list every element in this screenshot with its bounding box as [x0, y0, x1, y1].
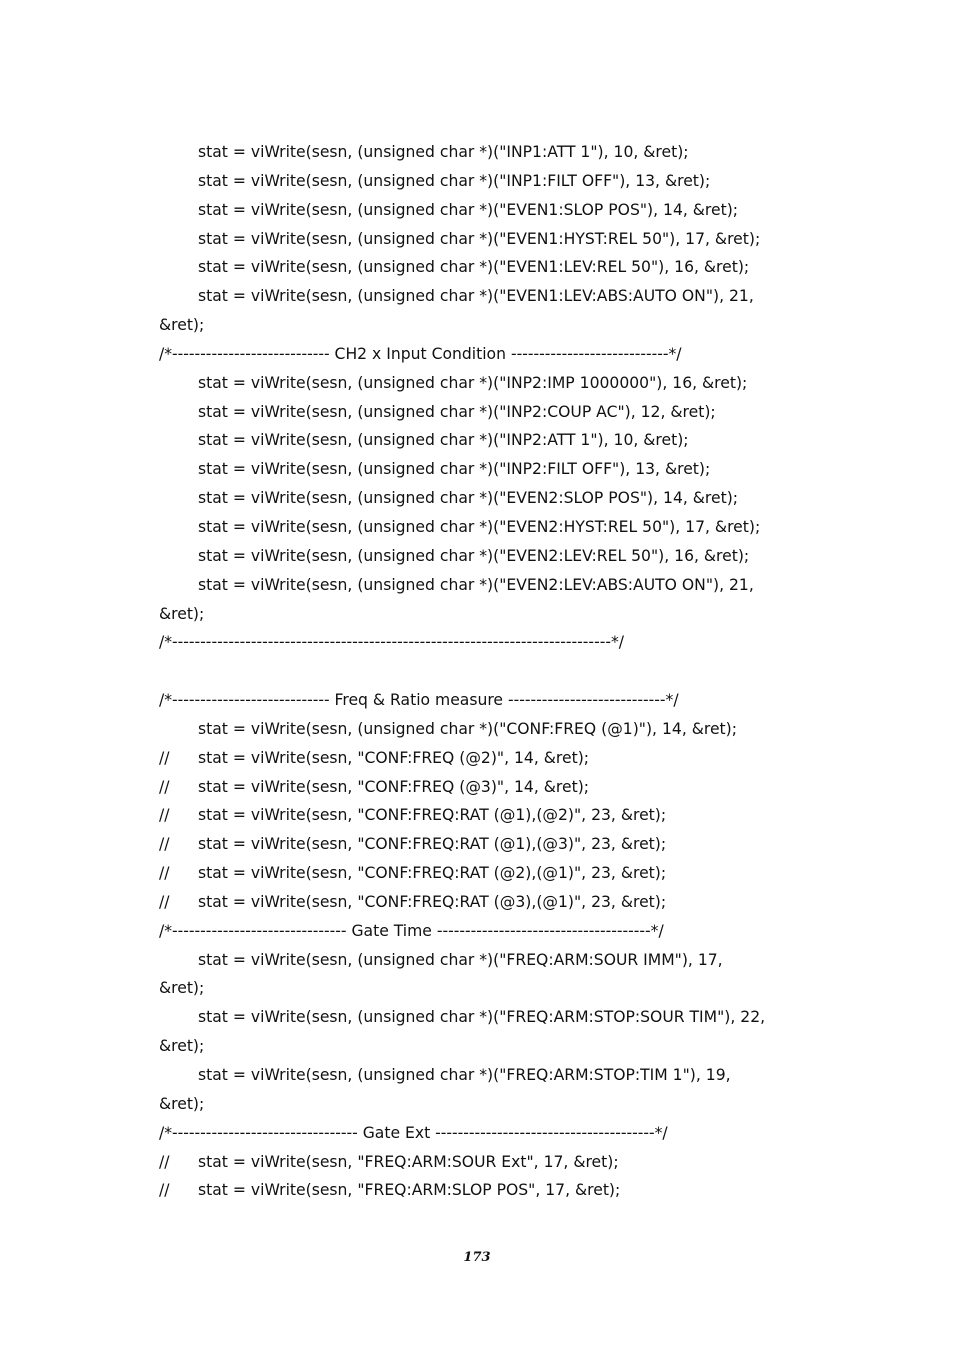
code-text: stat = viWrite(sesn, "CONF:FREQ:RAT (@1),(@3)", 23, &ret); — [198, 835, 667, 854]
code-line: stat = viWrite(sesn, (unsigned char *)("EVEN1:SLOP POS"), 14, &ret); — [198, 200, 739, 219]
code-line: &ret); — [159, 1094, 205, 1113]
code-line: stat = viWrite(sesn, (unsigned char *)("INP2:FILT OFF"), 13, &ret); — [198, 460, 711, 479]
comment-marker: // — [159, 892, 170, 911]
code-line: stat = viWrite(sesn, (unsigned char *)("EVEN2:LEV:ABS:AUTO ON"), 21, — [198, 575, 754, 594]
blank-line — [159, 657, 819, 686]
commented-code-line — [159, 888, 819, 917]
code-line: stat = viWrite(sesn, (unsigned char *)("CONF:FREQ (@1)"), 14, &ret); — [198, 719, 738, 738]
code-line: /*--------------------------------- Gate Ext ---------------------------------------*/ — [159, 1123, 668, 1142]
code-line: stat = viWrite(sesn, (unsigned char *)("EVEN1:LEV:REL 50"), 16, &ret); — [198, 258, 750, 277]
code-line: stat = viWrite(sesn, (unsigned char *)("EVEN2:HYST:REL 50"), 17, &ret); — [198, 517, 761, 536]
code-line: /*---------------------------- Freq & Ratio measure ----------------------------*/ — [159, 691, 679, 710]
code-line: stat = viWrite(sesn, (unsigned char *)("FREQ:ARM:STOP:SOUR TIM"), 22, — [198, 1008, 766, 1027]
code-listing — [159, 138, 819, 1205]
commented-code-line — [159, 801, 819, 830]
code-line: stat = viWrite(sesn, (unsigned char *)("EVEN1:HYST:REL 50"), 17, &ret); — [198, 229, 761, 248]
code-line: &ret); — [159, 604, 205, 623]
code-line: &ret); — [159, 1037, 205, 1056]
code-text: stat = viWrite(sesn, "CONF:FREQ:RAT (@3),(@1)", 23, &ret); — [198, 892, 667, 911]
comment-marker: // — [159, 1152, 170, 1171]
comment-marker: // — [159, 835, 170, 854]
code-text: stat = viWrite(sesn, "CONF:FREQ (@2)", 14, &ret); — [198, 748, 590, 767]
code-text: stat = viWrite(sesn, "CONF:FREQ:RAT (@1),(@2)", 23, &ret); — [198, 806, 667, 825]
commented-code-line — [159, 859, 819, 888]
commented-code-line — [159, 1148, 819, 1177]
code-line: stat = viWrite(sesn, (unsigned char *)("INP2:ATT 1"), 10, &ret); — [198, 431, 689, 450]
comment-marker: // — [159, 748, 170, 767]
code-line: /*---------------------------- CH2 x Input Condition ----------------------------*/ — [159, 344, 682, 363]
code-line: &ret); — [159, 979, 205, 998]
code-line: stat = viWrite(sesn, (unsigned char *)("EVEN1:LEV:ABS:AUTO ON"), 21, — [198, 287, 754, 306]
code-line: stat = viWrite(sesn, (unsigned char *)("FREQ:ARM:SOUR IMM"), 17, — [198, 950, 723, 969]
commented-code-line — [159, 830, 819, 859]
code-line: stat = viWrite(sesn, (unsigned char *)("INP2:IMP 1000000"), 16, &ret); — [198, 373, 748, 392]
code-line: /*------------------------------- Gate Time --------------------------------------*/ — [159, 921, 664, 940]
code-line: &ret); — [159, 316, 205, 335]
code-line: stat = viWrite(sesn, (unsigned char *)("INP1:ATT 1"), 10, &ret); — [198, 143, 689, 161]
code-line: /*------------------------------------------------------------------------------*/ — [159, 633, 624, 652]
code-line: stat = viWrite(sesn, (unsigned char *)("FREQ:ARM:STOP:TIM 1"), 19, — [198, 1066, 731, 1084]
commented-code-line — [159, 744, 819, 773]
code-line: stat = viWrite(sesn, (unsigned char *)("EVEN2:LEV:REL 50"), 16, &ret); — [198, 546, 750, 565]
code-line: stat = viWrite(sesn, (unsigned char *)("EVEN2:SLOP POS"), 14, &ret); — [198, 489, 739, 508]
code-text: stat = viWrite(sesn, "FREQ:ARM:SLOP POS", 17, &ret); — [198, 1181, 621, 1200]
comment-marker: // — [159, 864, 170, 883]
comment-marker: // — [159, 1181, 170, 1200]
code-line: stat = viWrite(sesn, (unsigned char *)("INP2:COUP AC"), 12, &ret); — [198, 402, 716, 421]
commented-code-line — [159, 1176, 819, 1205]
commented-code-line — [159, 773, 819, 802]
code-line: stat = viWrite(sesn, (unsigned char *)("INP1:FILT OFF"), 13, &ret); — [198, 171, 711, 190]
comment-marker: // — [159, 777, 170, 796]
code-text: stat = viWrite(sesn, "CONF:FREQ:RAT (@2),(@1)", 23, &ret); — [198, 864, 667, 883]
code-text: stat = viWrite(sesn, "FREQ:ARM:SOUR Ext", 17, &ret); — [198, 1152, 619, 1171]
code-text: stat = viWrite(sesn, "CONF:FREQ (@3)", 14, &ret); — [198, 777, 590, 796]
page-number: 173 — [463, 1250, 491, 1265]
comment-marker: // — [159, 806, 170, 825]
